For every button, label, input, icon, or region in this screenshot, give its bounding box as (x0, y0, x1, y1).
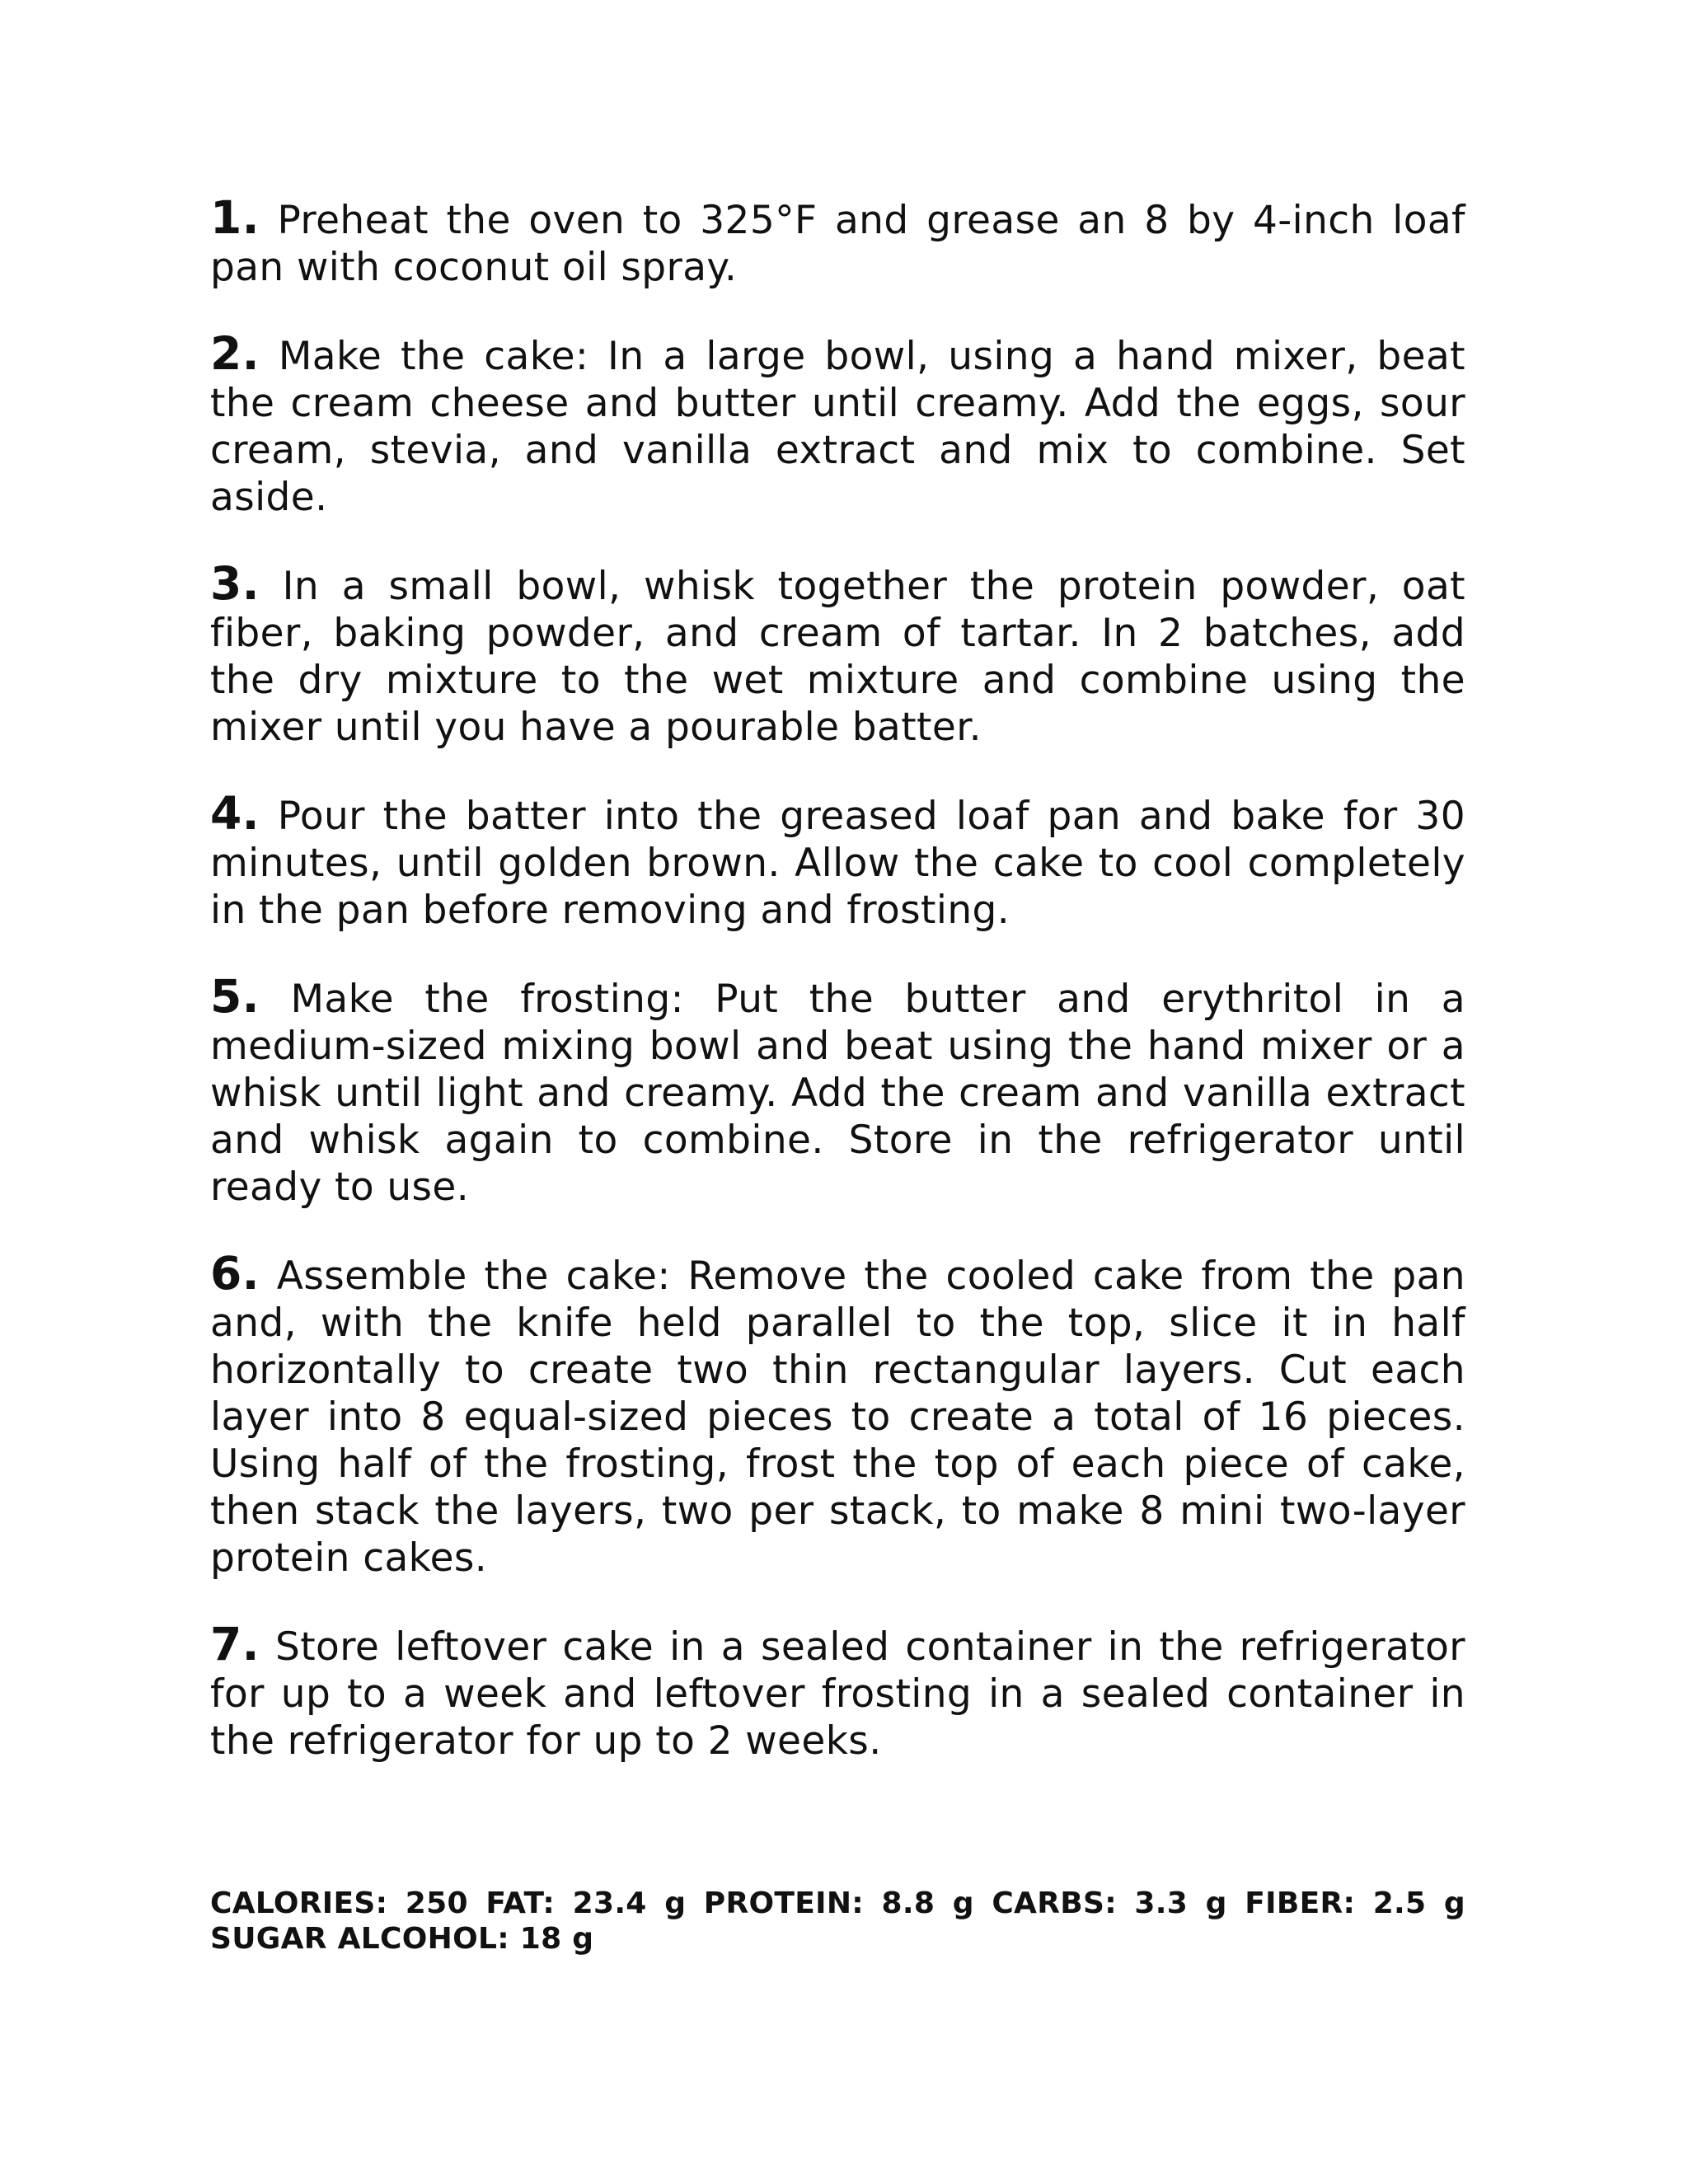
step-text: Assemble the cake: Remove the cooled cake from the pan and, with the knife held parallel to the top, slice it in half horizontally to create two thin rectangular layers. Cut each layer into 8 equal-sized pieces to create a total of 16 pieces. Using half of the frosting, frost the top of each piece of cake, then stack the layers, two per stack, to make 8 mini two-layer protein cakes. (210, 1254, 1465, 1581)
step-number: 3. (210, 557, 260, 610)
step-text: Pour the batter into the greased loaf pan and bake for 30 minutes, until golden brown. Allow the cake to cool completely in the pan before removing and frosting. (210, 794, 1466, 933)
step-number: 2. (210, 327, 260, 380)
step-number: 7. (210, 1618, 260, 1671)
step-number: 6. (210, 1247, 260, 1300)
step-number: 4. (210, 787, 260, 840)
step-3 (210, 557, 1465, 751)
step-text: Store leftover cake in a sealed container in the refrigerator for up to a week and leftover frosting in a sealed container in the refrigerator for up to 2 weeks. (210, 1624, 1465, 1764)
nutrition-facts: CALORIES: 250 FAT: 23.4 g PROTEIN: 8.8 g CARBS: 3.3 g FIBER: 2.5 g SUGAR ALCOHOL: 18 g (210, 1886, 1465, 1956)
step-2 (210, 327, 1465, 521)
step-4 (210, 787, 1466, 934)
step-text: Make the frosting: Put the butter and erythritol in a medium-sized mixing bowl and beat using the hand mixer or a whisk until light and creamy. Add the cream and vanilla extract and whisk again to combine. Store in the refrigerator until ready to use. (210, 977, 1466, 1210)
step-number: 1. (210, 191, 260, 244)
step-number: 5. (210, 970, 260, 1023)
step-text: In a small bowl, whisk together the protein powder, oat fiber, baking powder, and cream of tartar. In 2 batches, add the dry mixture to the wet mixture and combine using the mixer until you have a pourable batter. (210, 564, 1465, 750)
step-6 (210, 1247, 1465, 1582)
step-text: Preheat the oven to 325°F and grease an 8 by 4-inch loaf pan with coconut oil spray. (210, 198, 1465, 290)
recipe-instructions (210, 191, 1466, 1804)
step-7 (210, 1618, 1465, 1765)
step-1 (210, 191, 1465, 291)
step-5 (210, 970, 1466, 1211)
step-text: Make the cake: In a large bowl, using a hand mixer, beat the cream cheese and butter until creamy. Add the eggs, sour cream, stevia, and vanilla extract and mix to combine. Set aside. (210, 334, 1465, 520)
